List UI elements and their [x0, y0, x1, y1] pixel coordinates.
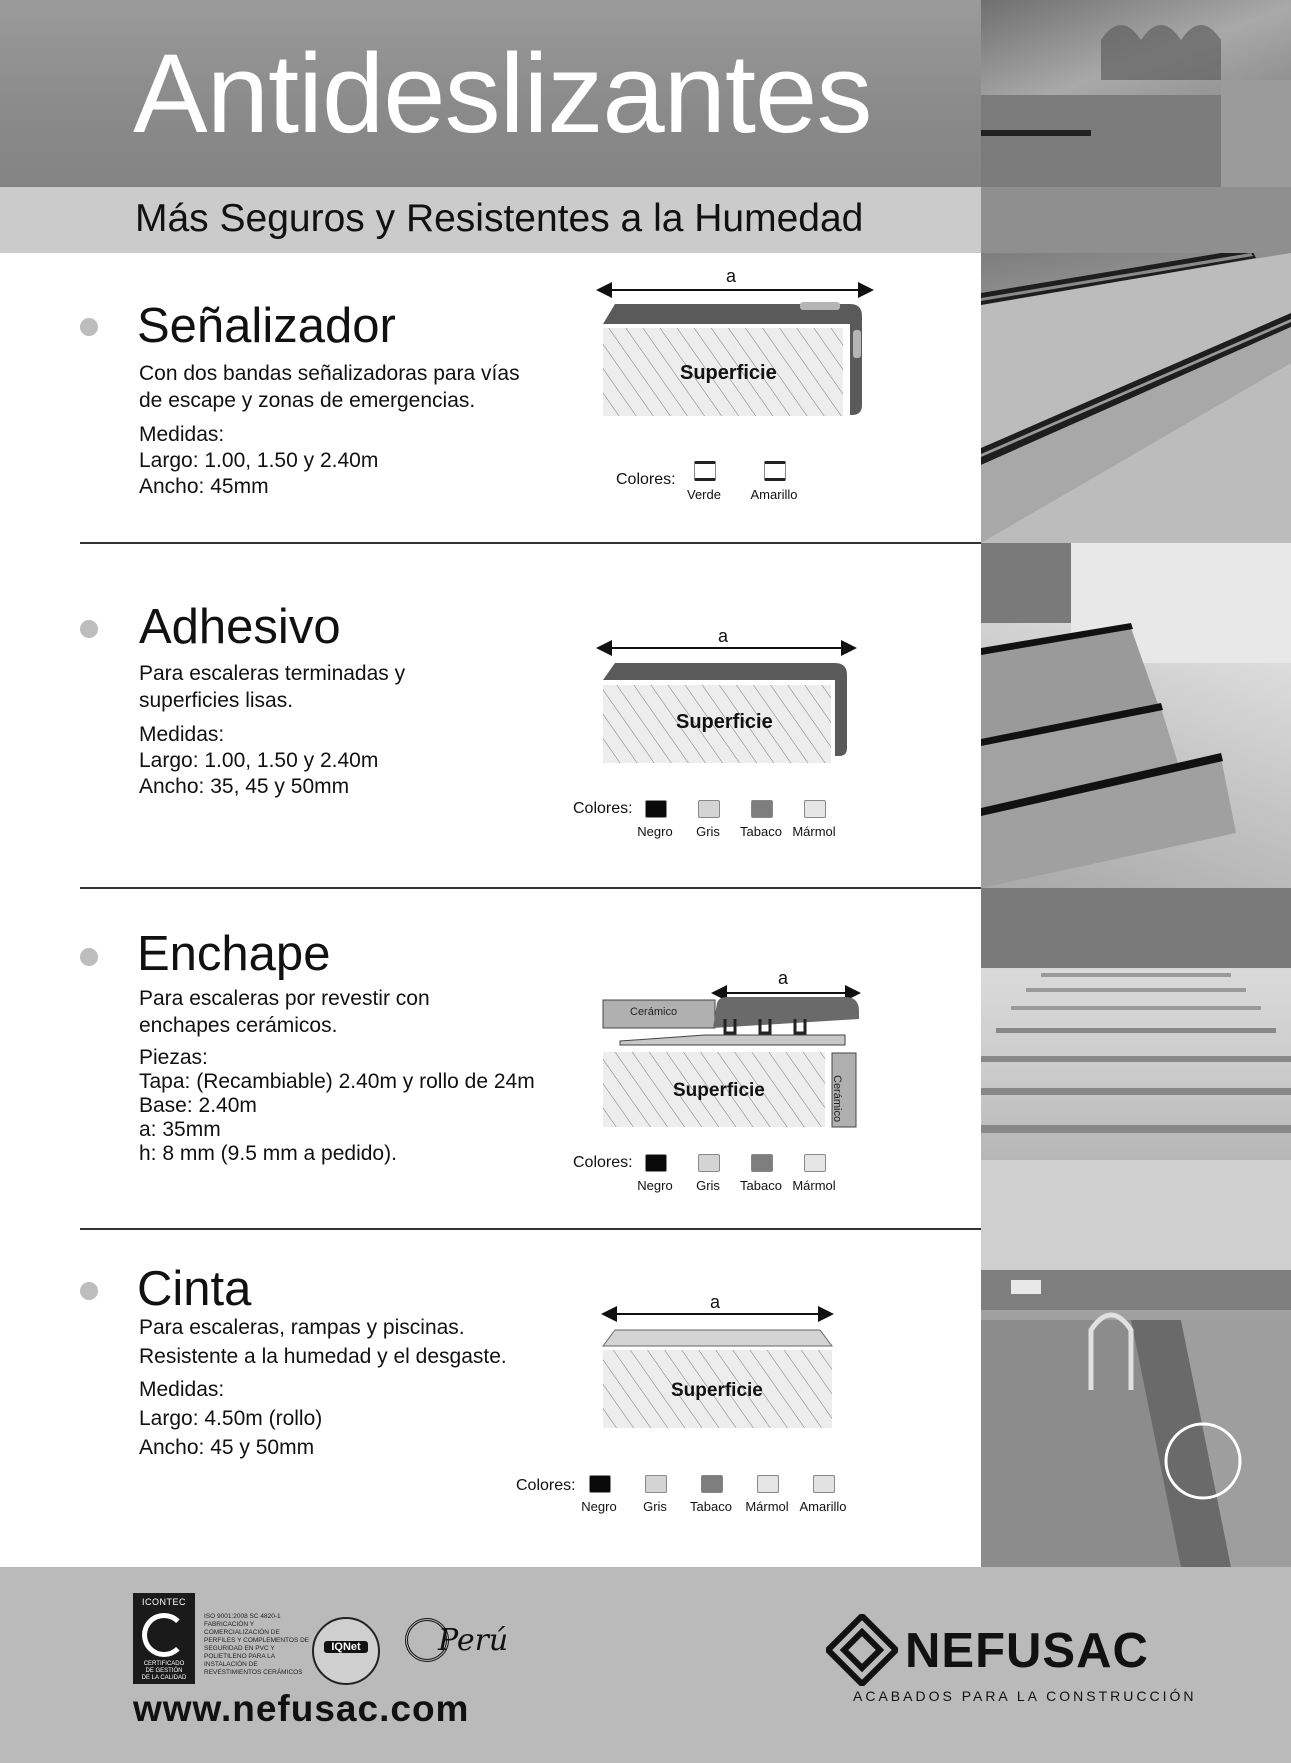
section-specs-senalizador: Medidas: Largo: 1.00, 1.50 y 2.40m Ancho: 45mm [139, 423, 379, 498]
color-name: Gris [696, 1178, 720, 1193]
diagram-surface-label: Superficie [673, 1080, 765, 1101]
color-swatch [645, 1154, 667, 1172]
photo-garden-steps [981, 0, 1291, 187]
color-option-amarillo [750, 461, 824, 502]
color-swatch [764, 461, 786, 481]
page-title: Antideslizantes [133, 31, 872, 156]
section-desc-senalizador: Con dos bandas señalizadoras para vías de escape y zonas de emergencias. [139, 362, 520, 412]
page-subtitle: Más Seguros y Resistentes a la Humedad [135, 197, 864, 240]
brand-name: NEFUSAC [905, 1624, 1149, 1678]
color-swatch [804, 1154, 826, 1172]
diagram-dimension-label: a [718, 626, 729, 646]
color-name: Negro [581, 1499, 617, 1514]
photo-signal-steps [981, 253, 1291, 543]
diagram-senalizador [595, 260, 880, 420]
peru-brand-logo: Perú [438, 1623, 509, 1658]
color-name: Gris [696, 824, 720, 839]
diagram-dimension-label: a [726, 266, 737, 286]
diagram-surface-label: Superficie [680, 362, 777, 384]
diagram-ceramic-side-label: Cerámico [831, 1075, 843, 1123]
nefusac-diamond-icon [826, 1614, 898, 1686]
section-specs-enchape: Piezas: Tapa: (Recambiable) 2.40m y rollo de 24m Base: 2.40m a: 35mm h: 8 mm (9.5 mm a pedido). [139, 1046, 535, 1165]
color-name: Gris [643, 1499, 667, 1514]
color-swatch [751, 800, 773, 818]
color-name: Mármol [792, 1178, 836, 1193]
bullet [80, 318, 98, 336]
photo-pool [981, 1160, 1291, 1567]
bullet [80, 948, 98, 966]
photo-ceramic-stairs [981, 888, 1291, 1160]
section-title-cinta: Cinta [137, 1262, 252, 1316]
color-option-mármol [794, 1154, 864, 1193]
section-desc-adhesivo: Para escaleras terminadas y superficies lisas. [139, 662, 406, 712]
color-swatch [645, 800, 667, 818]
section-title-adhesivo: Adhesivo [139, 600, 341, 654]
color-swatch [589, 1475, 611, 1493]
section-divider [80, 887, 981, 889]
color-name: Negro [637, 824, 673, 839]
color-name: Verde [687, 487, 721, 502]
diagram-surface-label: Superficie [676, 711, 773, 733]
section-desc-enchape: Para escaleras por revestir con enchapes cerámicos. [139, 987, 430, 1037]
bullet [80, 620, 98, 638]
color-name: Mármol [792, 824, 836, 839]
color-swatch [757, 1475, 779, 1493]
diagram-surface-label: Superficie [671, 1380, 763, 1401]
section-title-senalizador: Señalizador [137, 299, 396, 353]
section-desc-cinta: Para escaleras, rampas y piscinas. Resistente a la humedad y el desgaste. [139, 1316, 507, 1368]
section-divider [80, 542, 981, 544]
photo-adhesive-steps [981, 543, 1291, 888]
diagram-cinta [595, 1300, 845, 1435]
color-swatch [698, 1154, 720, 1172]
colors-label: Colores: [573, 800, 633, 817]
icontec-logo: ICONTEC CERTIFICADO DE GESTIÓN DE LA CALIDAD [133, 1593, 195, 1684]
brand-tagline: ACABADOS PARA LA CONSTRUCCIÓN [853, 1688, 1197, 1704]
iqnet-seal: IQNet [312, 1617, 380, 1685]
section-specs-cinta: Medidas: Largo: 4.50m (rollo) Ancho: 45 y 50mm [139, 1378, 323, 1459]
color-name: Tabaco [740, 1178, 782, 1193]
color-name: Tabaco [740, 824, 782, 839]
color-name: Amarillo [750, 487, 798, 502]
color-option-amarillo [799, 1475, 873, 1514]
section-specs-adhesivo: Medidas: Largo: 1.00, 1.50 y 2.40m Ancho: 35, 45 y 50mm [139, 723, 379, 798]
diagram-dimension-label: a [778, 968, 789, 988]
color-option-mármol [794, 800, 864, 839]
colors-label: Colores: [516, 1477, 576, 1494]
section-divider [80, 1228, 981, 1230]
diagram-adhesivo [595, 630, 865, 765]
colors-label: Colores: [573, 1154, 633, 1171]
color-swatch [701, 1475, 723, 1493]
bullet [80, 1282, 98, 1300]
color-name: Mármol [745, 1499, 789, 1514]
iso-certification-text: ISO 9001:2008 SC 4820-1 FABRICACIÓN Y COMERCIALIZACIÓN DE PERFILES Y COMPLEMENTOS DE SEGURIDAD EN PVC Y POLIETILENO PARA LA INSTALACIÓN DE REVESTIMIENTOS CERÁMICOS [204, 1613, 310, 1676]
color-swatch [694, 461, 716, 481]
color-name: Tabaco [690, 1499, 732, 1514]
website-url[interactable]: www.nefusac.com [133, 1688, 470, 1729]
color-swatch [813, 1475, 835, 1493]
color-swatch [645, 1475, 667, 1493]
color-swatch [751, 1154, 773, 1172]
section-title-enchape: Enchape [137, 927, 331, 981]
diagram-ceramic-label: Cerámico [630, 1006, 678, 1018]
icontec-mark-icon [142, 1613, 186, 1657]
color-swatch [804, 800, 826, 818]
color-swatch [698, 800, 720, 818]
diagram-dimension-label: a [710, 1292, 721, 1312]
photo-steps-strip [981, 187, 1291, 253]
color-name: Negro [637, 1178, 673, 1193]
color-name: Amarillo [799, 1499, 847, 1514]
colors-label: Colores: [616, 471, 676, 488]
